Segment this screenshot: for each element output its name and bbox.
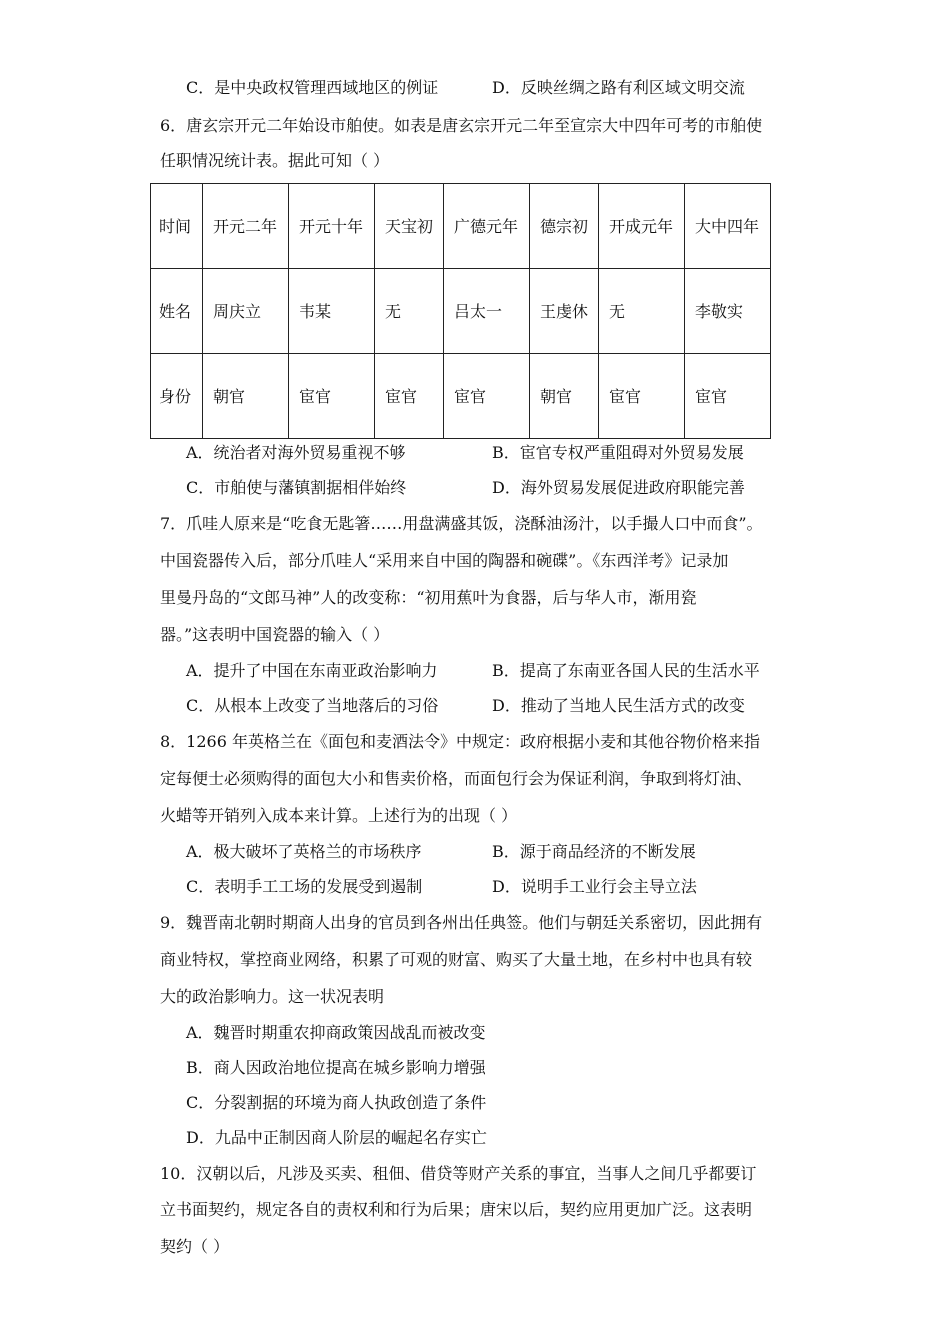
q8-stem-line-3: 火蜡等开销列入成本来计算。上述行为的出现（ ） [160, 806, 518, 825]
table-cell: 开成元年 [599, 184, 685, 269]
table-cell: 周庆立 [203, 269, 289, 354]
q7-option-d: D．推动了当地人民生活方式的改变 [492, 696, 745, 715]
q8-option-d: D．说明手工业行会主导立法 [492, 877, 697, 896]
table-cell: 无 [599, 269, 685, 354]
q9-option-a: A．魏晋时期重农抑商政策因战乱而被改变 [186, 1023, 486, 1042]
table-row [151, 269, 771, 354]
q8-option-a: A．极大破坏了英格兰的市场秩序 [186, 842, 422, 861]
q5-option-c: C．是中央政权管理西域地区的例证 [186, 78, 439, 97]
q6-option-a: A．统治者对海外贸易重视不够 [186, 443, 406, 462]
q6-stem-line-1: 6．唐玄宗开元二年始设市舶使。如表是唐玄宗开元二年至宣宗大中四年可考的市舶使 [160, 116, 763, 135]
q9-option-c: C．分裂割据的环境为商人执政创造了条件 [186, 1093, 487, 1112]
table-cell: 姓名 [151, 269, 203, 354]
q8-stem-line-1: 8．1266 年英格兰在《面包和麦酒法令》中规定：政府根据小麦和其他谷物价格来指 [160, 732, 760, 751]
table-cell: 时间 [151, 184, 203, 269]
table-cell: 宦官 [599, 354, 685, 439]
q7-stem-line-1: 7．爪哇人原来是“吃食无匙箸……用盘满盛其饭，浇酥油汤汁，以手撮人口中而食”。 [160, 514, 763, 533]
table-row [151, 184, 771, 269]
q6-option-b: B．宦官专权严重阻碍对外贸易发展 [492, 443, 744, 462]
table-cell: 韦某 [289, 269, 375, 354]
q8-stem-line-2: 定每便士必须购得的面包大小和售卖价格，而面包行会为保证利润，争取到将灯油、 [160, 769, 753, 788]
q9-stem-line-1: 9．魏晋南北朝时期商人出身的官员到各州出任典签。他们与朝廷关系密切，因此拥有 [160, 913, 763, 932]
q9-option-d: D．九品中正制因商人阶层的崛起名存实亡 [186, 1128, 487, 1147]
table-row [151, 354, 771, 439]
q10-stem-line-3: 契约（ ） [160, 1237, 230, 1256]
q8-option-c: C．表明手工工场的发展受到遏制 [186, 877, 423, 896]
table-cell: 宦官 [444, 354, 530, 439]
table-cell: 开元二年 [203, 184, 289, 269]
table-cell: 无 [375, 269, 444, 354]
table-cell: 宦官 [375, 354, 444, 439]
q10-stem-line-2: 立书面契约，规定各自的责权利和行为后果；唐宋以后，契约应用更加广泛。这表明 [160, 1200, 753, 1219]
table-cell: 朝官 [203, 354, 289, 439]
table-cell: 宦官 [289, 354, 375, 439]
q7-option-b: B．提高了东南亚各国人民的生活水平 [492, 661, 760, 680]
q9-stem-line-3: 大的政治影响力。这一状况表明 [160, 987, 385, 1006]
q7-option-a: A．提升了中国在东南亚政治影响力 [186, 661, 438, 680]
q6-stem-line-2: 任职情况统计表。据此可知（ ） [160, 151, 390, 170]
q6-option-c: C．市舶使与藩镇割据相伴始终 [186, 478, 407, 497]
q10-stem-line-1: 10．汉朝以后，凡涉及买卖、租佃、借贷等财产关系的事宜，当事人之间几乎都要订 [160, 1164, 757, 1183]
table-cell: 身份 [151, 354, 203, 439]
q9-option-b: B．商人因政治地位提高在城乡影响力增强 [186, 1058, 486, 1077]
q8-option-b: B．源于商品经济的不断发展 [492, 842, 696, 861]
table-cell: 德宗初 [530, 184, 599, 269]
q6-officials-table [150, 183, 771, 439]
q9-stem-line-2: 商业特权，掌控商业网络，积累了可观的财富、购买了大量土地，在乡村中也具有较 [160, 950, 753, 969]
q7-option-c: C．从根本上改变了当地落后的习俗 [186, 696, 439, 715]
table-cell: 大中四年 [685, 184, 771, 269]
table-cell: 天宝初 [375, 184, 444, 269]
table-cell: 开元十年 [289, 184, 375, 269]
q6-option-d: D．海外贸易发展促进政府职能完善 [492, 478, 745, 497]
table-cell: 王虔休 [530, 269, 599, 354]
q5-option-d: D．反映丝绸之路有利区域文明交流 [492, 78, 745, 97]
q7-stem-line-2: 中国瓷器传入后，部分爪哇人“采用来自中国的陶器和碗碟”。《东西洋考》记录加 [160, 551, 729, 570]
table-cell: 李敬实 [685, 269, 771, 354]
table-cell: 吕太一 [444, 269, 530, 354]
table-cell: 广德元年 [444, 184, 530, 269]
table-cell: 朝官 [530, 354, 599, 439]
table-cell: 宦官 [685, 354, 771, 439]
q7-stem-line-3: 里曼丹岛的“文郎马神”人的改变称：“初用蕉叶为食器，后与华人市，渐用瓷 [160, 588, 697, 607]
q7-stem-line-4: 器。”这表明中国瓷器的输入（ ） [160, 625, 390, 644]
